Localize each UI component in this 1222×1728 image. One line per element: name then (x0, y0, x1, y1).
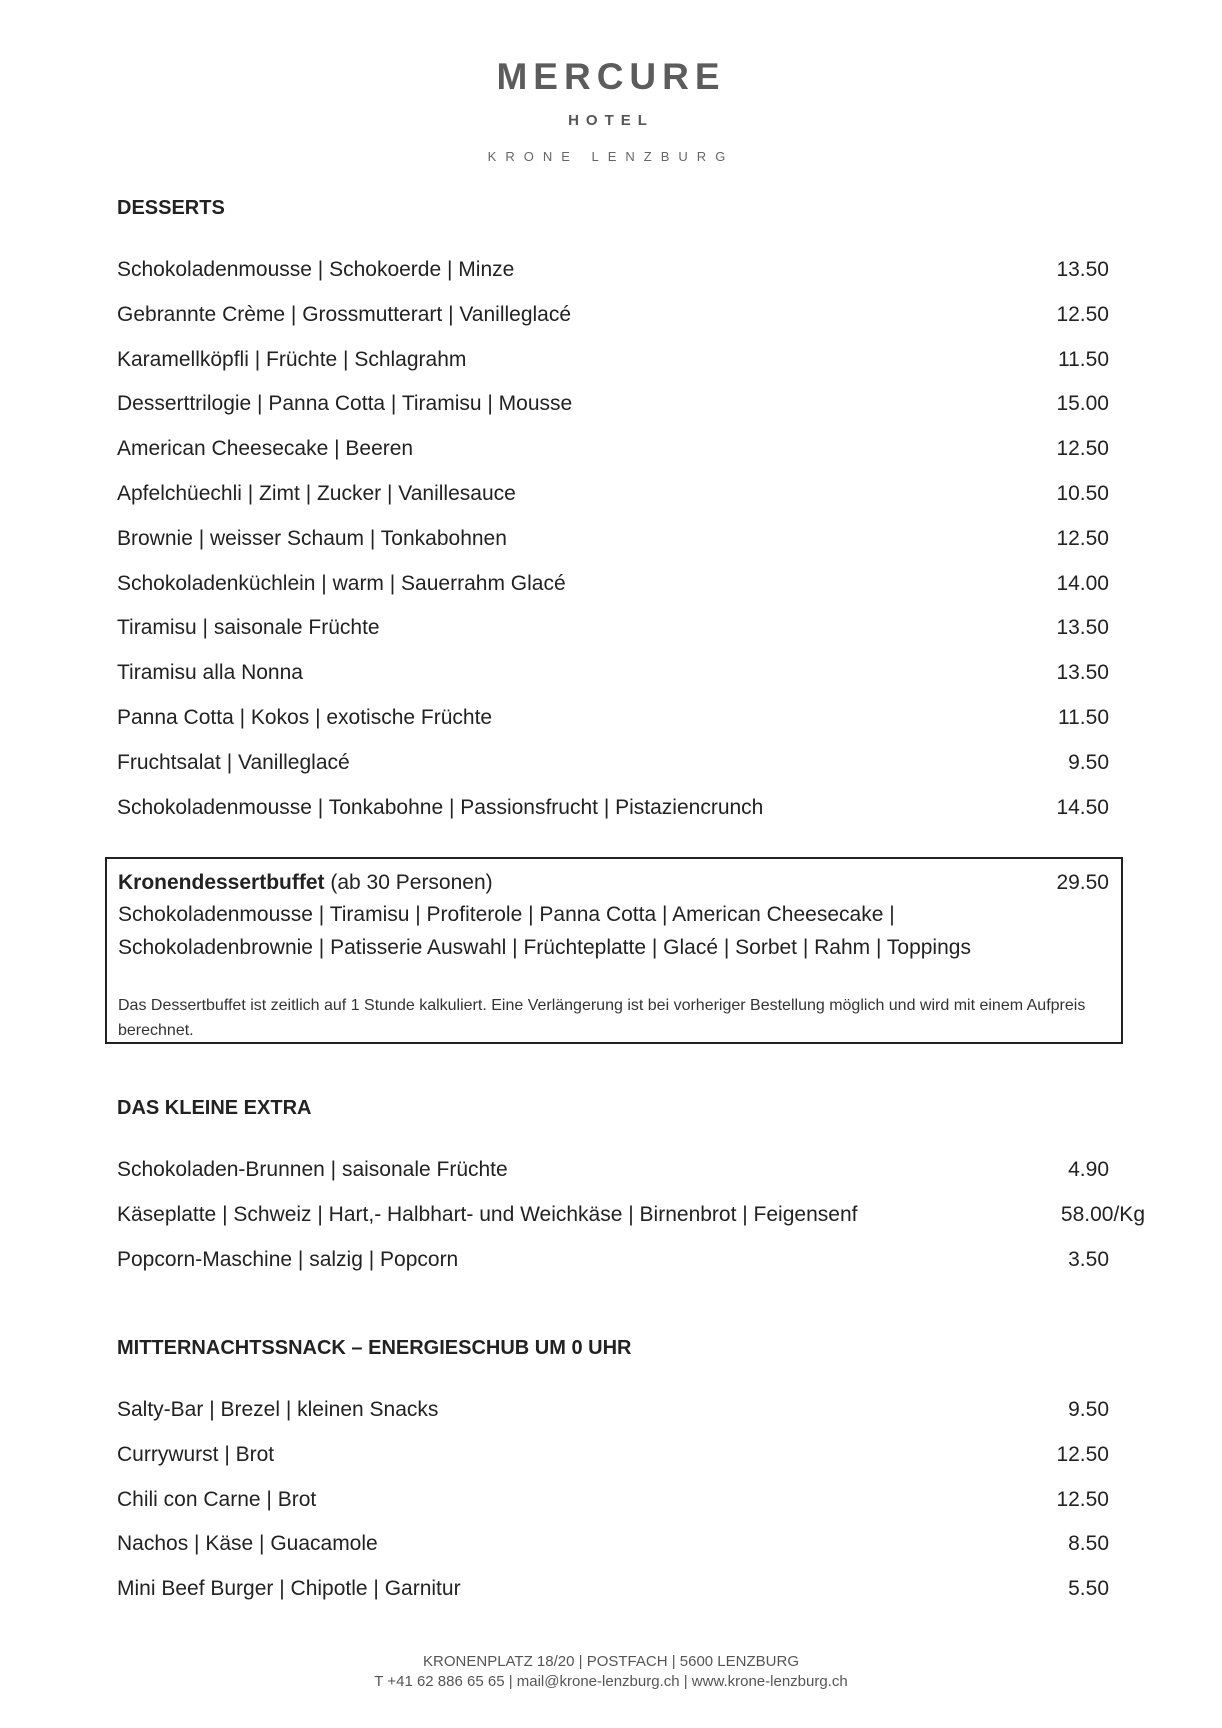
section-title-extra: DAS KLEINE EXTRA (117, 1097, 312, 1119)
menu-item-price: 12.50 (1056, 1442, 1109, 1466)
menu-item-name: American Cheesecake | Beeren (117, 437, 414, 461)
menu-item-price: 58.00/Kg (1060, 1202, 1145, 1226)
buffet-box (105, 857, 1123, 1044)
menu-item-name: Currywurst | Brot (117, 1442, 275, 1466)
menu-item (117, 562, 1117, 607)
menu-item (117, 786, 1117, 831)
menu-item-price: 11.50 (1058, 347, 1109, 371)
menu-item-name: Brownie | weisser Schaum | Tonkabohnen (117, 526, 507, 550)
brand-sub: HOTEL (568, 112, 654, 129)
menu-item-price: 14.00 (1056, 571, 1109, 595)
menu-item-price: 13.50 (1056, 661, 1109, 685)
menu-item (117, 606, 1117, 651)
menu-item (117, 696, 1117, 741)
menu-item-name: Karamellköpfli | Früchte | Schlagrahm (117, 347, 467, 371)
menu-item-price: 13.50 (1056, 258, 1109, 281)
extra-list (117, 1148, 1145, 1282)
menu-item (117, 1522, 1117, 1567)
menu-item (117, 517, 1117, 562)
menu-item-name: Käseplatte | Schweiz | Hart,- Halbhart- und Weichkäse | Birnenbrot | Feigensenf (117, 1202, 858, 1226)
menu-item-name: Popcorn-Maschine | salzig | Popcorn (117, 1247, 459, 1271)
menu-item-price: 8.50 (1068, 1532, 1109, 1556)
footer-address: KRONENPLATZ 18/20 | POSTFACH | 5600 LENZBURG (423, 1653, 799, 1670)
buffet-items-line-1: Schokoladenmousse | Tiramisu | Profiterole | Panna Cotta | American Cheesecake | (118, 903, 895, 926)
section-title-midnight: MITTERNACHTSSNACK – ENERGIESCHUB UM 0 UHR (117, 1337, 632, 1359)
menu-item-name: Gebrannte Crème | Grossmutterart | Vanilleglacé (117, 302, 572, 326)
menu-item-name: Tiramisu alla Nonna (117, 661, 303, 685)
buffet-items-line-2: Schokoladenbrownie | Patisserie Auswahl | Früchteplatte | Glacé | Sorbet | Rahm | Toppings (118, 936, 971, 959)
menu-item (117, 1148, 1117, 1193)
menu-item-price: 14.50 (1056, 795, 1109, 819)
menu-item-name: Schokoladenküchlein | warm | Sauerrahm Glacé (117, 571, 566, 595)
menu-item (117, 1238, 1117, 1283)
menu-item-price: 9.50 (1068, 1398, 1109, 1421)
menu-item (117, 1193, 1145, 1238)
menu-item-name: Nachos | Käse | Guacamole (117, 1532, 378, 1556)
menu-item (117, 1433, 1117, 1478)
menu-item-name: Mini Beef Burger | Chipotle | Garnitur (117, 1577, 461, 1601)
section-title-desserts: DESSERTS (117, 197, 225, 219)
buffet-note: Das Dessertbuffet ist zeitlich auf 1 Stunde kalkuliert. Eine Verlängerung ist bei vorheriger Bestellung möglich und wird mit einem Aufpreis berechnet. (118, 997, 1086, 1039)
menu-item-price: 11.50 (1058, 705, 1109, 729)
menu-item (117, 293, 1117, 338)
menu-item-name: Schokoladenmousse | Schokoerde | Minze (117, 258, 515, 281)
menu-item-name: Schokoladen-Brunnen | saisonale Früchte (117, 1158, 508, 1181)
footer-contact: T +41 62 886 65 65 | mail@krone-lenzburg.ch | www.krone-lenzburg.ch (374, 1673, 848, 1690)
buffet-price: 29.50 (1056, 871, 1109, 894)
menu-item-price: 3.50 (1068, 1247, 1109, 1271)
menu-item-price: 12.50 (1056, 1487, 1109, 1511)
menu-item (117, 651, 1117, 696)
buffet-heading (118, 871, 493, 895)
menu-item-name: Desserttrilogie | Panna Cotta | Tiramisu | Mousse (117, 392, 573, 416)
menu-item-price: 10.50 (1056, 481, 1109, 505)
menu-item-price: 12.50 (1056, 526, 1109, 550)
midnight-list (117, 1388, 1117, 1612)
brand-location: KRONE LENZBURG (487, 149, 735, 164)
menu-item (117, 1478, 1117, 1523)
menu-item (117, 1567, 1117, 1612)
menu-item (117, 427, 1117, 472)
buffet-subtitle: (ab 30 Personen) (330, 871, 493, 894)
menu-item-price: 12.50 (1056, 302, 1109, 326)
menu-item-price: 5.50 (1068, 1577, 1109, 1601)
menu-item-name: Apfelchüechli | Zimt | Zucker | Vanillesauce (117, 481, 516, 505)
menu-item-price: 4.90 (1068, 1158, 1109, 1181)
menu-item (117, 338, 1117, 383)
menu-item-price: 12.50 (1056, 437, 1109, 461)
menu-item-name: Schokoladenmousse | Tonkabohne | Passionsfrucht | Pistaziencrunch (117, 795, 764, 819)
menu-item-name: Tiramisu | saisonale Früchte (117, 616, 380, 640)
menu-item-price: 9.50 (1068, 750, 1109, 774)
menu-item (117, 472, 1117, 517)
buffet-title: Kronendessertbuffet (118, 871, 325, 894)
menu-item (117, 1388, 1117, 1433)
menu-item-name: Panna Cotta | Kokos | exotische Früchte (117, 705, 493, 729)
menu-item (117, 382, 1117, 427)
brand-logo: MERCURE (496, 56, 726, 97)
desserts-list (117, 248, 1117, 830)
menu-item (117, 741, 1117, 786)
menu-item-price: 15.00 (1056, 392, 1109, 416)
menu-item-name: Salty-Bar | Brezel | kleinen Snacks (117, 1398, 439, 1421)
menu-item-name: Fruchtsalat | Vanilleglacé (117, 750, 350, 774)
menu-item (117, 248, 1117, 293)
menu-item-price: 13.50 (1056, 616, 1109, 640)
menu-item-name: Chili con Carne | Brot (117, 1487, 317, 1511)
